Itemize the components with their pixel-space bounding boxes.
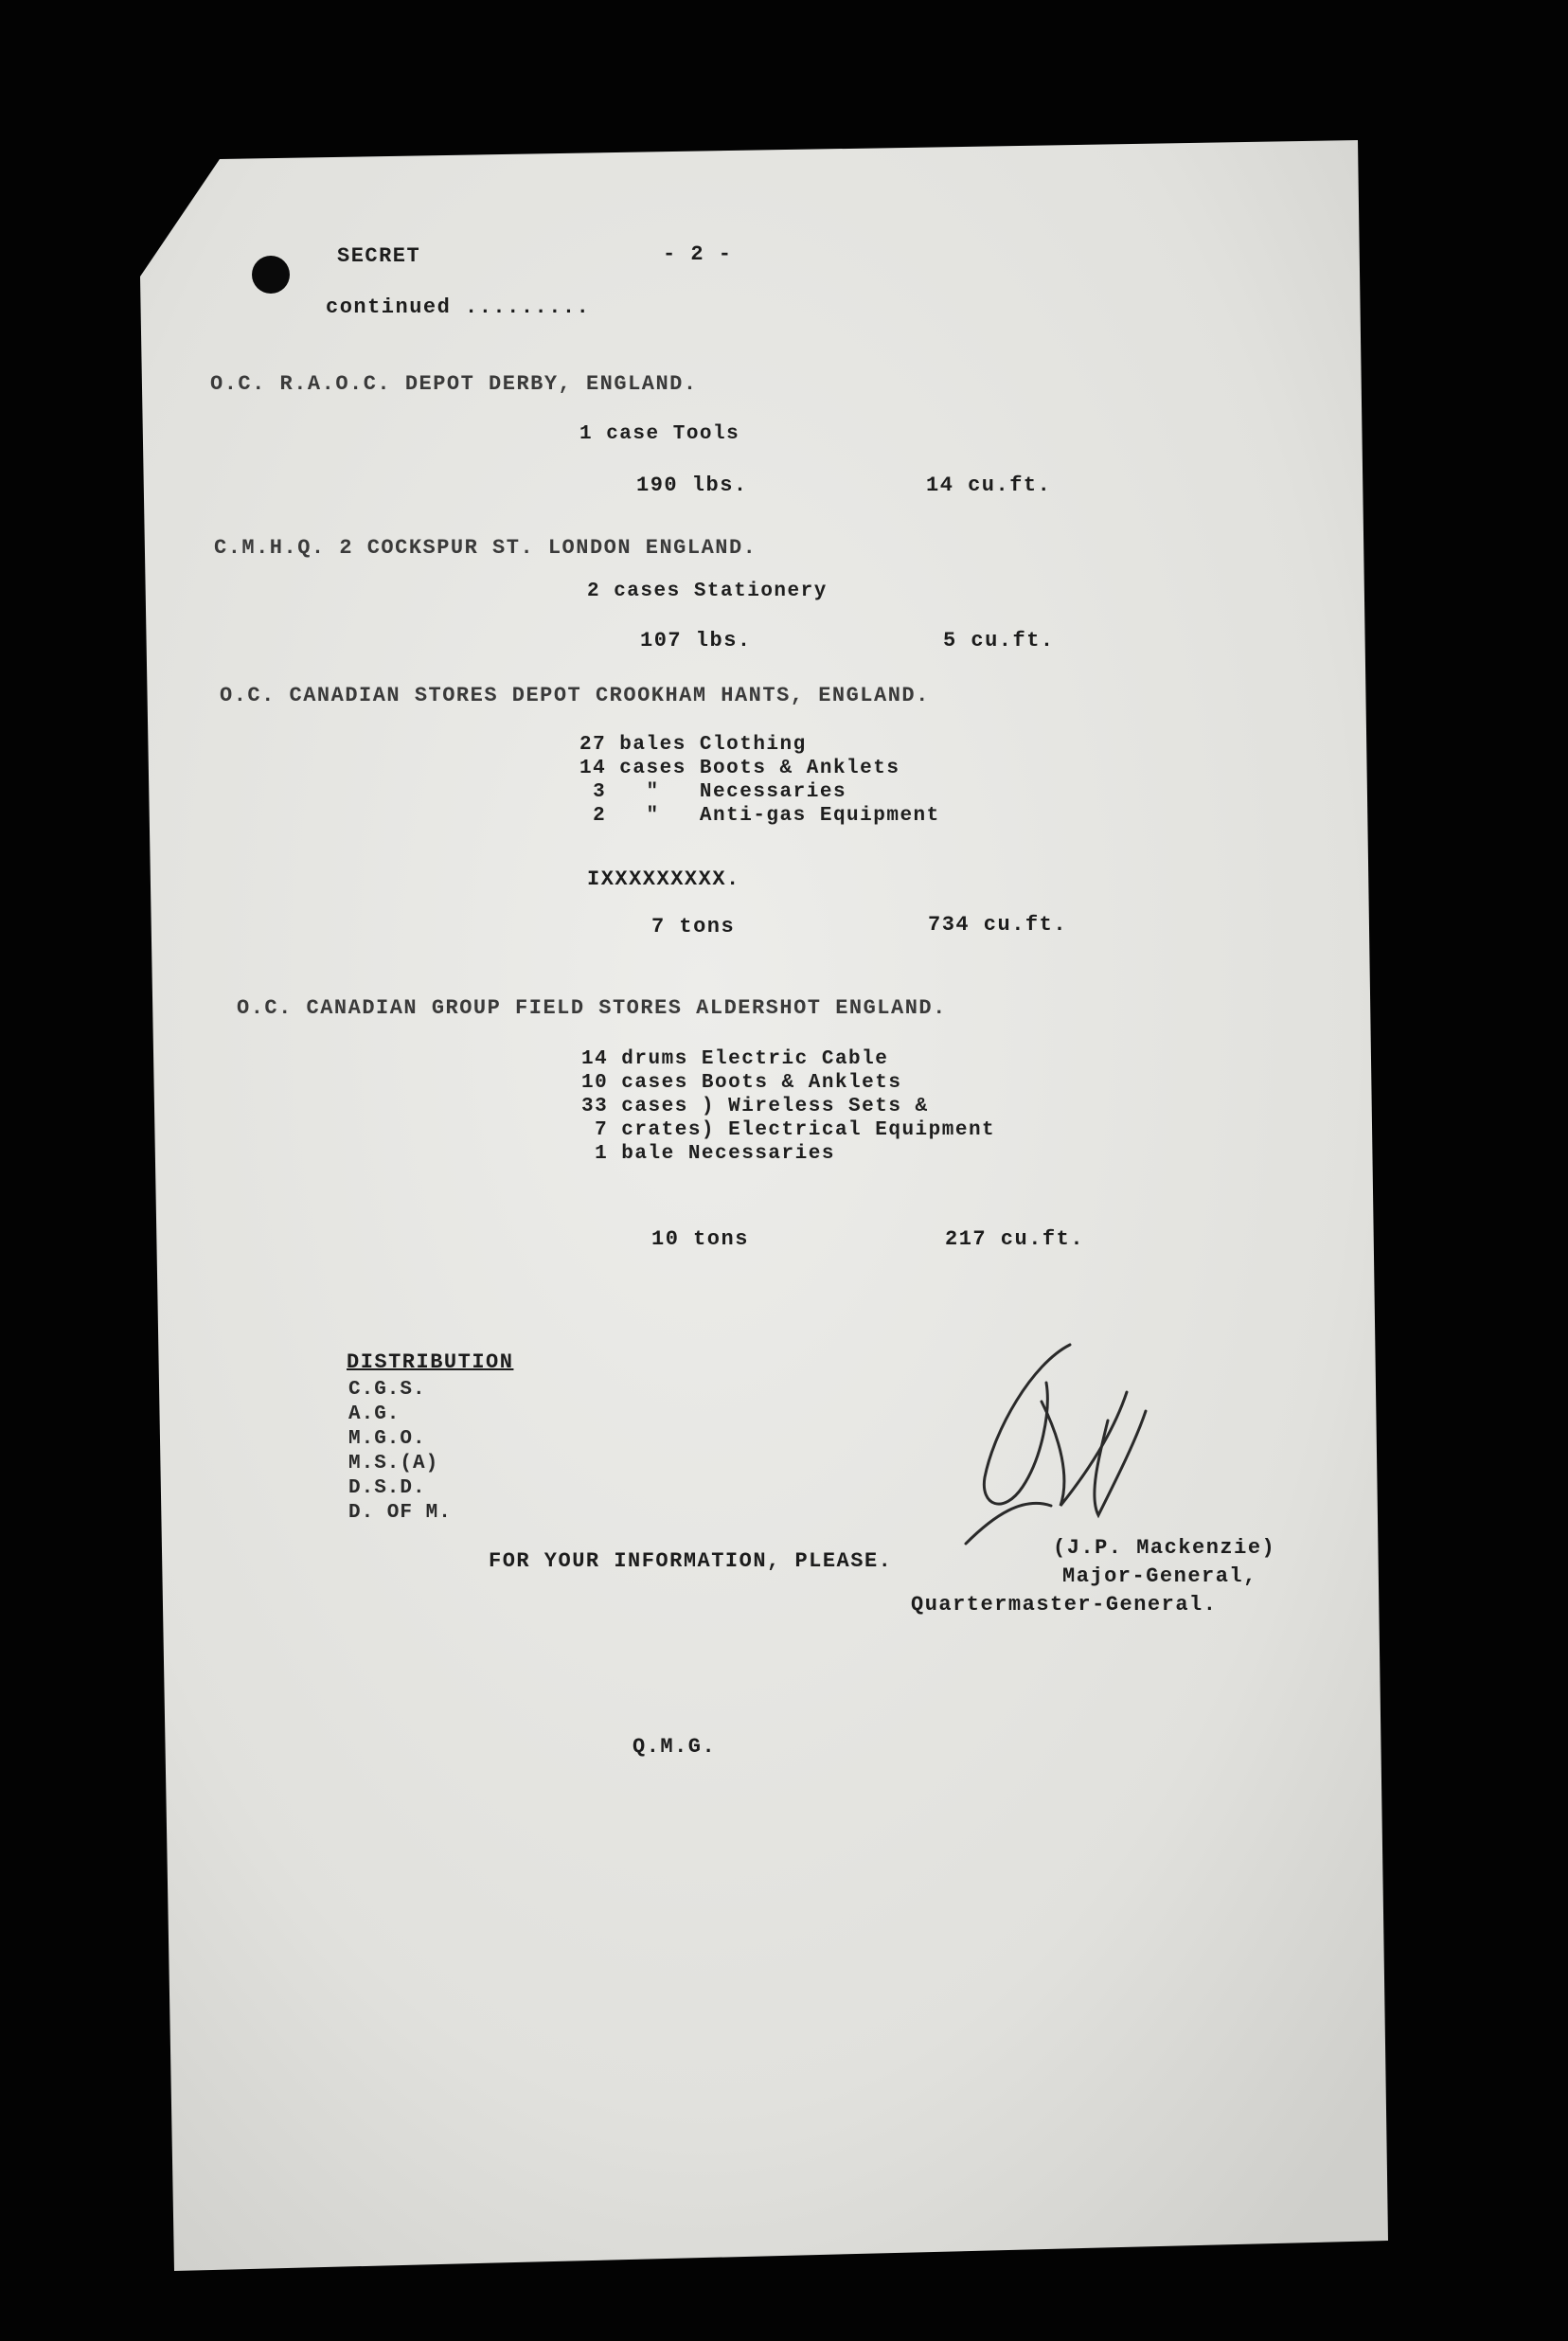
cargo-item: 7 crates) Electrical Equipment (581, 1119, 996, 1141)
punch-hole (252, 256, 290, 294)
distribution-list (348, 1378, 452, 1526)
volume-cmhq: 5 cu.ft. (943, 629, 1055, 652)
distribution-recipient: A.G. (348, 1403, 401, 1425)
cargo-list-crookham (579, 733, 940, 828)
page-number: - 2 - (663, 242, 733, 266)
volume-aldershot: 217 cu.ft. (945, 1227, 1085, 1251)
cargo-list-derby (579, 422, 739, 446)
cargo-item: 33 cases ) Wireless Sets & (581, 1096, 929, 1117)
distribution-recipient: D.S.D. (348, 1477, 426, 1499)
destination-crookham: O.C. CANADIAN STORES DEPOT CROOKHAM HANTS, ENGLAND. (220, 684, 930, 707)
weight-derby: 190 lbs. (636, 474, 748, 497)
cargo-item: 2 cases Stationery (587, 581, 828, 602)
distribution-recipient: C.G.S. (348, 1379, 426, 1401)
cargo-list-aldershot (581, 1047, 995, 1166)
signatory-title: Quartermaster-General. (911, 1593, 1218, 1617)
continued-label: continued ......... (326, 295, 591, 319)
cargo-item: 10 cases Boots & Anklets (581, 1072, 902, 1094)
destination-aldershot: O.C. CANADIAN GROUP FIELD STORES ALDERSHOT ENGLAND. (237, 996, 947, 1020)
distribution-recipient: D. OF M. (348, 1502, 452, 1524)
cargo-item: 27 bales Clothing (579, 734, 807, 756)
volume-crookham: 734 cu.ft. (928, 913, 1068, 937)
signatory-name: (J.P. Mackenzie) (1053, 1536, 1276, 1560)
weight-cmhq: 107 lbs. (640, 629, 752, 652)
classification-label: SECRET (337, 244, 421, 268)
cargo-item: 1 case Tools (579, 423, 740, 445)
destination-cmhq: C.M.H.Q. 2 COCKSPUR ST. LONDON ENGLAND. (214, 536, 757, 560)
cargo-item: 14 drums Electric Cable (581, 1048, 889, 1070)
weight-crookham: 7 tons (651, 915, 736, 938)
cargo-list-cmhq (587, 580, 828, 603)
struck-text: IXXXXXXXXX. (587, 867, 740, 891)
weight-aldershot: 10 tons (651, 1227, 749, 1251)
destination-derby: O.C. R.A.O.C. DEPOT DERBY, ENGLAND. (210, 372, 698, 396)
distribution-recipient: M.S.(A) (348, 1453, 439, 1474)
volume-derby: 14 cu.ft. (926, 474, 1052, 497)
paper-sheet (140, 140, 1388, 2271)
cargo-item: 3 " Necessaries (579, 781, 847, 803)
footer-office: Q.M.G. (633, 1735, 717, 1759)
cargo-item: 1 bale Necessaries (581, 1143, 835, 1165)
cargo-item: 2 " Anti-gas Equipment (579, 805, 940, 827)
information-note: FOR YOUR INFORMATION, PLEASE. (489, 1549, 893, 1573)
cargo-item: 14 cases Boots & Anklets (579, 758, 900, 779)
signatory-rank: Major-General, (1062, 1564, 1257, 1588)
distribution-heading: DISTRIBUTION (347, 1350, 514, 1374)
distribution-recipient: M.G.O. (348, 1428, 426, 1450)
